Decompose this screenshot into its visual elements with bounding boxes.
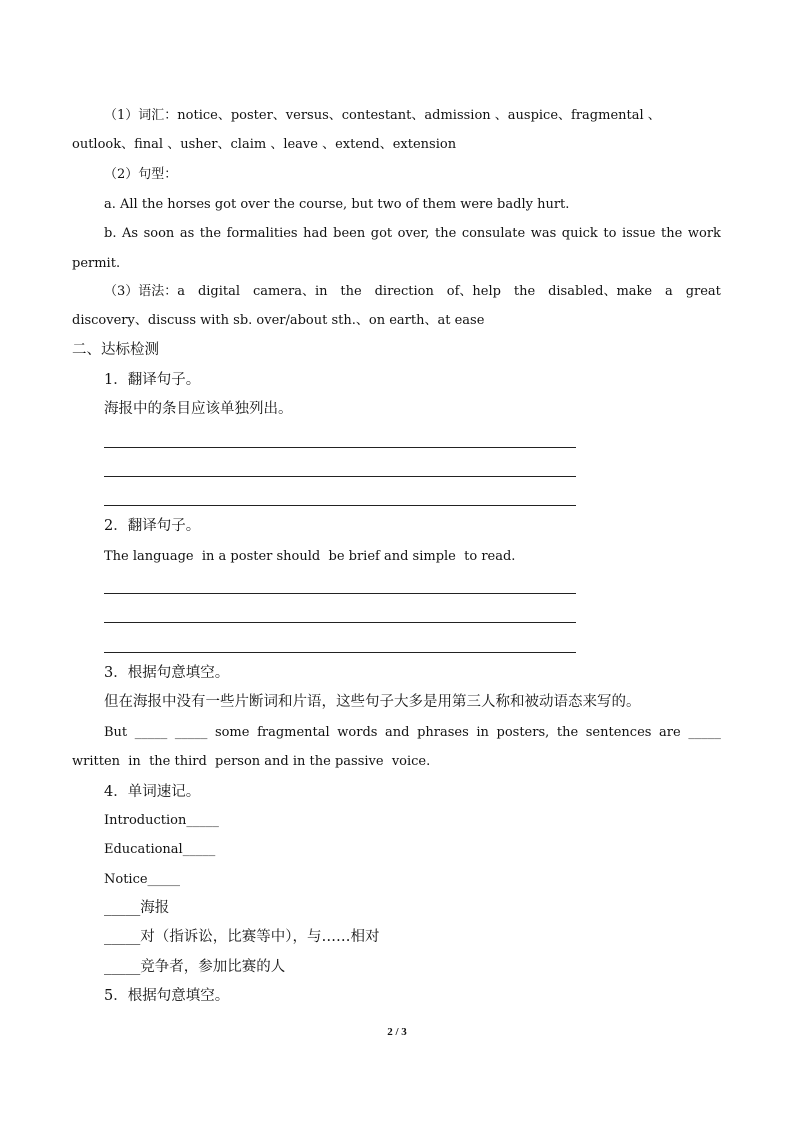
grammar-word: the [513,284,536,299]
answer-line[interactable] [104,593,576,594]
grammar-line-1 [104,283,721,301]
answer-line[interactable] [104,447,576,448]
section-title: 二、达标检测 [72,342,159,358]
q2-label: 2．翻译句子。 [104,518,201,534]
pattern-b-word: consulate [461,226,526,241]
patterns-heading: （2）句型： [104,167,178,182]
q3-word: But [104,725,128,740]
vocab-line-1: （1）词汇：notice、poster、versus、contestant、admission 、auspice、fragmental 、 [104,108,661,123]
q3-word: words [337,725,378,740]
q5-label: 5．根据句意填空。 [104,988,230,1004]
pattern-b-word: the [434,226,457,241]
pattern-b-word: formalities [226,226,298,241]
q3-word: are [659,725,681,740]
q3-word: the [556,725,579,740]
pattern-b-word: quick [561,226,598,241]
vocab-line-2: outlook、final 、usher、claim 、leave 、extend、extension [72,137,457,152]
q4-item[interactable]: _____竞争者，参加比赛的人 [104,959,286,975]
q1-text: 海报中的条目应该单独列出。 [104,401,293,417]
pattern-b-word: been [333,226,366,241]
q2-text: The language in a poster should be brief and simple to read. [104,549,516,564]
q4-item[interactable]: Notice_____ [104,872,181,887]
grammar-word: camera、in [252,284,328,299]
q3-word: phrases [417,725,469,740]
q3-word: fragmental [257,725,330,740]
grammar-word: disabled、make [548,284,653,299]
page-number: 2 / 3 [387,1026,407,1038]
pattern-b-word: soon [143,226,175,241]
q3-english-line [104,724,721,742]
pattern-b-word: b. [104,226,117,241]
q3-word: in [476,725,489,740]
grammar-word: the [340,284,362,299]
q3-word: and [385,725,410,740]
pattern-b-word: the [199,226,222,241]
q3-word: sentences [585,725,652,740]
pattern-b-word: the [661,226,683,241]
q3-word[interactable]: _____ [174,725,208,740]
pattern-a: a. All the horses got over the course, but two of them were badly hurt. [104,197,570,212]
answer-line[interactable] [104,622,576,623]
pattern-b-word: as [179,226,195,241]
grammar-word: （3）语法：a [104,284,186,299]
pattern-b-word: had [303,226,328,241]
answer-line[interactable] [104,505,576,506]
pattern-b-word: over, [397,226,430,241]
pattern-b-word: was [530,226,557,241]
grammar-word: of、help [446,284,501,299]
pattern-b-word: work [687,226,721,241]
grammar-line-2: discovery、discuss with sb. over/about sth.、on earth、at ease [72,313,485,328]
grammar-word: a [665,284,673,299]
answer-line[interactable] [104,476,576,477]
q4-item[interactable]: Introduction_____ [104,813,219,828]
pattern-b-word: got [370,226,393,241]
q3-label: 3．根据句意填空。 [104,665,230,681]
q4-item[interactable]: Educational_____ [104,842,216,857]
q3-word[interactable]: _____ [688,725,721,740]
pattern-b-line [104,225,721,243]
pattern-b-word: issue [621,226,656,241]
grammar-word: direction [374,284,434,299]
q3-english-continuation: written in the third person and in the passive voice. [72,754,431,769]
q3-word: posters, [496,725,550,740]
answer-line[interactable] [104,652,576,653]
q4-item[interactable]: _____海报 [104,900,170,916]
q3-chinese-sentence: 但在海报中没有一些片断词和片语，这些句子大多是用第三人称和被动语态来写的。 [104,694,641,710]
pattern-b-continuation: permit. [72,256,121,271]
q3-word[interactable]: _____ [134,725,168,740]
q1-label: 1．翻译句子。 [104,372,201,388]
grammar-word: great [685,284,721,299]
pattern-b-word: to [603,226,617,241]
grammar-word: digital [197,284,241,299]
pattern-b-word: As [122,226,139,241]
q4-label: 4．单词速记。 [104,784,201,800]
q4-item[interactable]: _____对（指诉讼，比赛等中），与……相对 [104,929,380,945]
q3-word: some [214,725,250,740]
